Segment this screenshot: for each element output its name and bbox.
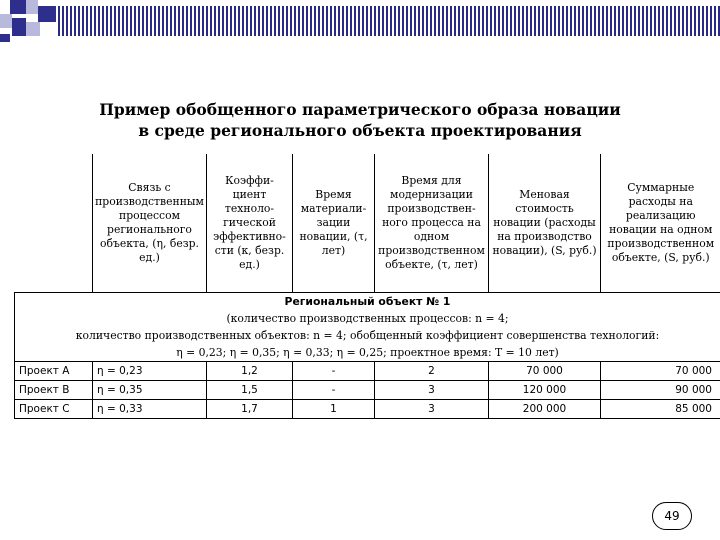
- project-name: Проект В: [15, 381, 93, 400]
- s-m-value: 120 000: [489, 381, 601, 400]
- k-value: 1,5: [207, 381, 293, 400]
- table-row: [15, 362, 720, 381]
- tau-value: 3: [375, 381, 489, 400]
- region-line-3: η = 0,23; η = 0,35; η = 0,33; η = 0,25; проектное время: T = 10 лет): [176, 346, 559, 359]
- page-number: 49: [652, 502, 692, 530]
- table-row: [15, 400, 720, 419]
- k-value: 1,2: [207, 362, 293, 381]
- s-m-value: 70 000: [489, 362, 601, 381]
- header-materialization-time: Время материали-зации новации, (τ, лет): [293, 154, 375, 293]
- region-line-2: количество производственных объектов: n = 4; обобщенный коэффициент совершенства технологий:: [75, 329, 660, 342]
- region-cell: [15, 293, 720, 362]
- table-row: [15, 381, 720, 400]
- eta-value: η = 0,23: [93, 362, 207, 381]
- s-value: 70 000: [601, 362, 720, 381]
- tau-value: 3: [375, 400, 489, 419]
- region-line-1: (количество производственных процессов: n = 4;: [226, 312, 509, 325]
- header-row: [15, 154, 720, 293]
- s-m-value: 200 000: [489, 400, 601, 419]
- s-value: 90 000: [601, 381, 720, 400]
- header-link: Связь с производственным процессом регионального объекта, (η, безр. ед.): [93, 154, 207, 293]
- tau-m-value: -: [293, 381, 375, 400]
- header-coefficient: Коэффи-циент техноло-гической эффективно-сти (к, безр. ед.): [207, 154, 293, 293]
- eta-value: η = 0,35: [93, 381, 207, 400]
- region-title: Региональный объект № 1: [284, 295, 451, 308]
- k-value: 1,7: [207, 400, 293, 419]
- slide-title: [0, 99, 720, 141]
- parameter-table: [14, 154, 720, 419]
- header-cell-empty: [15, 154, 93, 293]
- eta-value: η = 0,33: [93, 400, 207, 419]
- project-name: Проект А: [15, 362, 93, 381]
- header-modernization-time: Время для модернизации производствен-ного процесса на одном производственном объекте, (τ, лет): [375, 154, 489, 293]
- header-exchange-cost: Меновая стоимость новации (расходы на производство новации), (S, руб.): [489, 154, 601, 293]
- title-line-2: в среде регионального объекта проектирования: [138, 121, 582, 140]
- tau-m-value: -: [293, 362, 375, 381]
- s-value: 85 000: [601, 400, 720, 419]
- tau-m-value: 1: [293, 400, 375, 419]
- region-row: [15, 293, 720, 362]
- striped-banner: [58, 6, 720, 36]
- header-total-cost: Суммарные расходы на реализацию новации на одном производственном объекте, (S, руб.): [601, 154, 720, 293]
- title-line-1: Пример обобщенного параметрического образа новации: [99, 100, 621, 119]
- tau-value: 2: [375, 362, 489, 381]
- project-name: Проект С: [15, 400, 93, 419]
